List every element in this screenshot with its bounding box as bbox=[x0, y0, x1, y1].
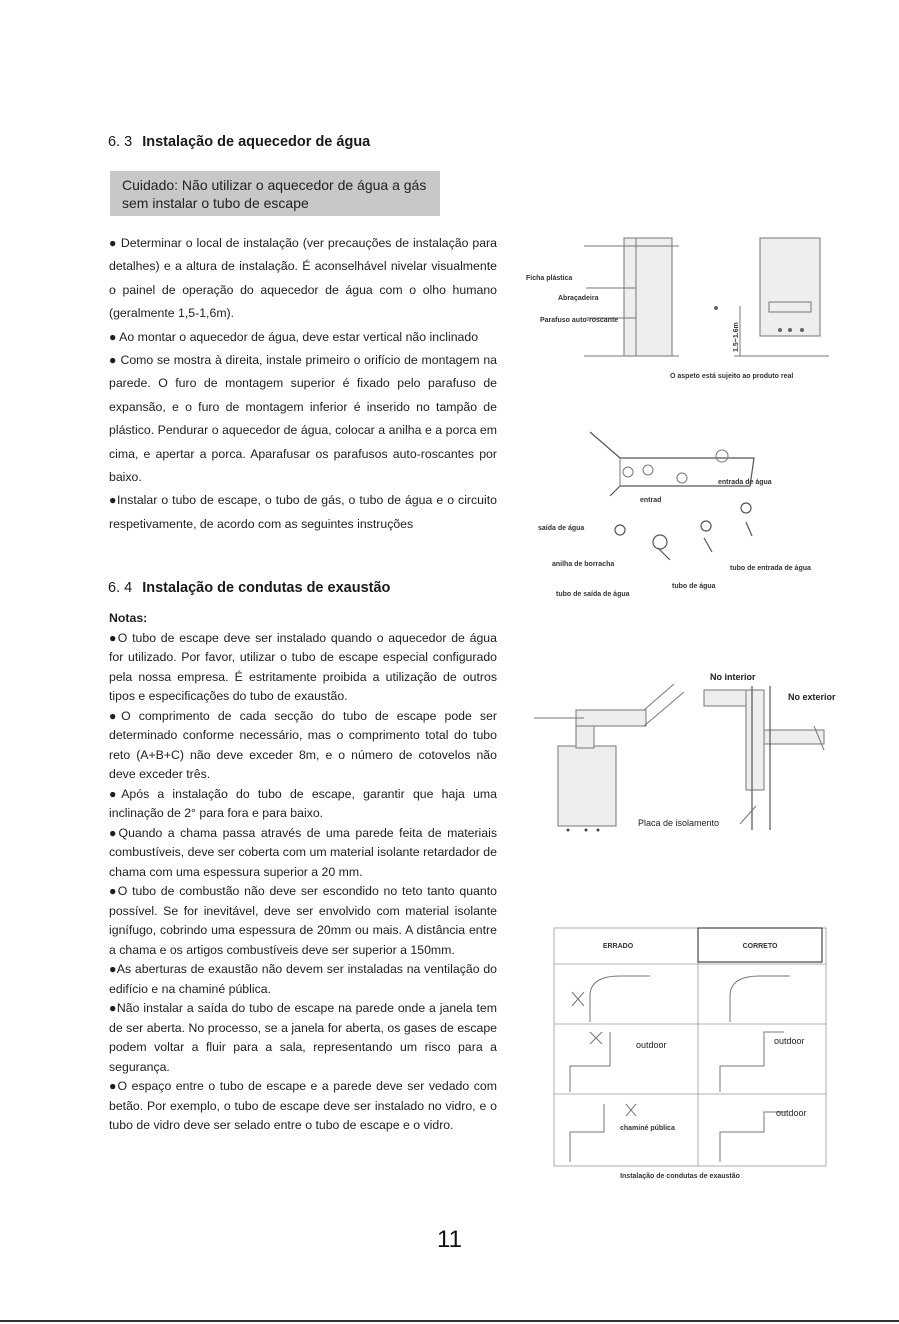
section-6-3-heading bbox=[108, 134, 370, 150]
paragraph: ●Não instalar a saída do tubo de escape na parede onde a janela tem de ser aberta. No processo, se a janela for aberta, os gases de escape podem voltar a fluir para a sala, representando um risco para a segurança. bbox=[109, 1001, 497, 1074]
chimney-label: chaminé pública bbox=[620, 1125, 675, 1132]
paragraph: ●Quando a chama passa através de uma parede feita de materiais combustíveis, deve ser coberta com um material isolante retardador de chama com uma espessura superior a 20 mm. bbox=[109, 825, 497, 879]
heater-front-view bbox=[760, 238, 820, 336]
paragraph: ● Como se mostra à direita, instale primeiro o orifício de montagem na parede. O furo de montagem superior é fixado pelo parafuso de expansão, e o furo de montagem inferior é inserido no tampão de plástico. Pendurar o aquecedor de água, colocar a anilha e a porca em cima, e apertar a porca. Aparafusar os parafusos auto-roscantes por baixo. bbox=[109, 353, 497, 485]
caution-box: Cuidado: Não utilizar o aquecedor de água a gás sem instalar o tubo de escape bbox=[110, 171, 440, 216]
paragraph: ●Instalar o tubo de escape, o tubo de gás, o tubo de água e o circuito respetivamente, de acordo com as seguintes instruções bbox=[109, 493, 497, 531]
heater-bottom bbox=[590, 432, 754, 496]
height-label: 1.5~1.6m bbox=[733, 322, 740, 352]
screw-label: Parafuso auto-roscante bbox=[540, 317, 619, 324]
mounting-diagram bbox=[524, 226, 854, 386]
paragraph: ●As aberturas de exaustão não devem ser instaladas na ventilação do edifício e na chaminé pública. bbox=[109, 962, 497, 996]
page-number: 11 bbox=[437, 1226, 462, 1253]
outdoor-label: outdoor bbox=[774, 1036, 805, 1046]
flue-installation-diagram bbox=[524, 666, 854, 836]
bottom-rule bbox=[0, 1320, 899, 1322]
notes-label: Notas: bbox=[109, 611, 148, 625]
paragraph: ●O tubo de escape deve ser instalado quando o aquecedor de água for utilizado. Por favor, utilizar o tubo de escape especial configurado pela nossa empresa. É estritamente proibida a utilização de outros tipos e especificações do tubo de exaustão. bbox=[109, 630, 497, 703]
section-number: 6. 3 bbox=[108, 134, 133, 150]
heater-body bbox=[558, 746, 616, 826]
outlet-label: saída de água bbox=[538, 525, 585, 532]
paragraph: ●O tubo de combustão não deve ser escondido no teto tanto quanto possível. Se for inevitável, deve ser envolvido com material isolante ignífugo, cobrindo uma espessura de 20mm ou mais. A distância entre a chama e os artigos combustíveis deve ser superior a 150mm. bbox=[109, 884, 497, 957]
paragraph: ● Ao montar o aquecedor de água, deve estar vertical não inclinado bbox=[109, 329, 479, 344]
outdoor-label: outdoor bbox=[636, 1040, 667, 1050]
grid-caption: Instalação de condutas de exaustão bbox=[620, 1173, 740, 1180]
section-title: Instalação de condutas de exaustão bbox=[142, 580, 391, 596]
wrong-correct-grid bbox=[550, 926, 840, 1186]
exterior-label: No exterior bbox=[788, 692, 836, 702]
plug-label: Ficha plástica bbox=[526, 275, 573, 282]
outlet-pipe-label: tubo de saída de água bbox=[556, 591, 630, 598]
inlet-label: entrada de água bbox=[718, 479, 772, 486]
inlet-pipe-label: tubo de entrada de água bbox=[730, 565, 811, 572]
paragraph: ●O espaço entre o tubo de escape e a parede deve ser vedado com betão. Por exemplo, o tubo de escape deve ser instalado no vidro, e o tubo de vidro deve ser selado entre o tubo de escape e o vidro. bbox=[109, 1079, 497, 1132]
mounting-caption: O aspeto está sujeito ao produto real bbox=[670, 373, 794, 380]
cross-mark bbox=[572, 992, 584, 1006]
pipe-connection-diagram bbox=[524, 426, 854, 606]
bracket-label: Abraçadeira bbox=[558, 295, 599, 302]
paragraph: ●Após a instalação do tubo de escape, garantir que haja uma inclinação de 2° para fora e para baixo. bbox=[109, 786, 497, 820]
insulation-plate-label: Placa de isolamento bbox=[638, 818, 720, 828]
section-6-4-body bbox=[109, 609, 497, 1136]
outdoor-label: outdoor bbox=[776, 1108, 807, 1118]
section-number: 6. 4 bbox=[108, 580, 133, 596]
wrong-header: ERRADO bbox=[602, 943, 634, 950]
interior-label: No interior bbox=[710, 672, 756, 682]
cross-mark bbox=[626, 1104, 636, 1116]
washer-label: anilha de borracha bbox=[552, 561, 615, 568]
heater-side-view bbox=[624, 238, 672, 356]
cross-mark bbox=[590, 1032, 602, 1044]
correct-header: CORRETO bbox=[742, 943, 778, 950]
water-pipe-label: tubo de água bbox=[672, 583, 716, 590]
section-title: Instalação de aquecedor de água bbox=[142, 134, 371, 150]
section-6-4-heading bbox=[108, 580, 390, 596]
gas-label: entrad bbox=[640, 497, 662, 504]
paragraph: ● Determinar o local de instalação (ver precauções de instalação para detalhes) e a altura de instalação. É aconselhável nivelar visualmente o painel de operação do aquecedor de água com o olho humano (geralmente 1,5-1,6m). bbox=[109, 236, 497, 321]
paragraph: ●O comprimento de cada secção do tubo de escape pode ser determinado conforme necessário, mas o comprimento total do tubo reto (A+B+C) não deve exceder 8m, e o número de cotovelos não deve exceder três. bbox=[109, 708, 497, 781]
section-6-3-body bbox=[109, 232, 497, 536]
